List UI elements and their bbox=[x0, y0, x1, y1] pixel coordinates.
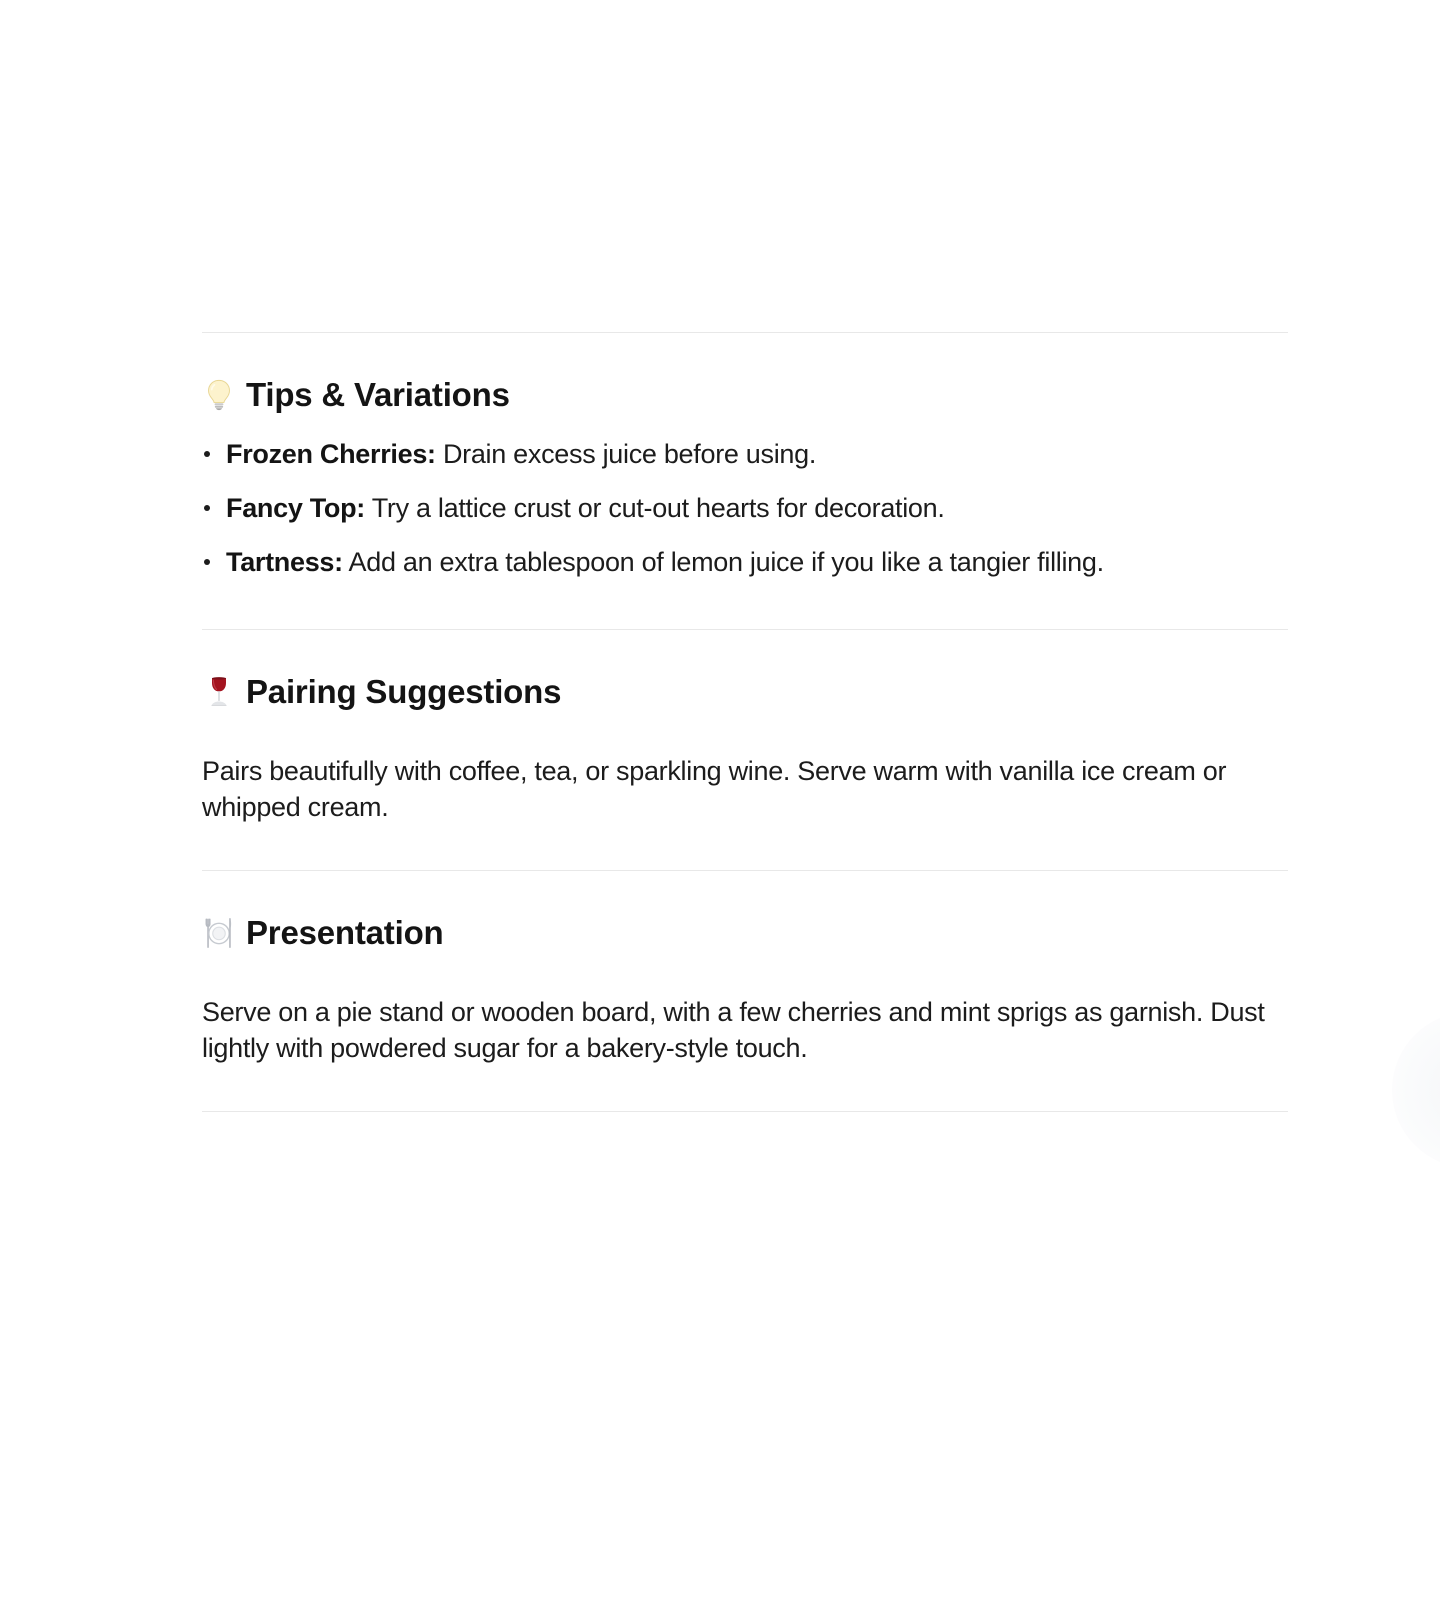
wine-glass-icon bbox=[202, 675, 236, 709]
recipe-notes-content bbox=[202, 0, 1288, 1112]
section-divider bbox=[202, 1111, 1288, 1112]
edge-glow-decoration bbox=[1392, 1012, 1440, 1168]
section-tips-and-variations bbox=[202, 375, 1288, 580]
tip-label: Frozen Cherries: bbox=[226, 439, 436, 469]
tip-description: Add an extra tablespoon of lemon juice if you like a tangier filling. bbox=[342, 547, 1104, 577]
fork-and-knife-with-plate-icon bbox=[202, 916, 236, 950]
tip-item-tartness bbox=[202, 544, 1288, 580]
section-divider bbox=[202, 870, 1288, 871]
tip-item-fancy-top bbox=[202, 490, 1288, 526]
section-divider bbox=[202, 332, 1288, 333]
tip-label: Tartness: bbox=[226, 547, 343, 577]
bullet-marker bbox=[204, 559, 210, 565]
tips-and-variations-heading bbox=[202, 375, 1288, 415]
section-presentation bbox=[202, 913, 1288, 1066]
tip-label: Fancy Top: bbox=[226, 493, 366, 523]
pairing-paragraph: Pairs beautifully with coffee, tea, or sparkling wine. Serve warm with vanilla ice cream or whipped cream. bbox=[202, 756, 1227, 822]
section-divider bbox=[202, 629, 1288, 630]
section-pairing-suggestions bbox=[202, 672, 1288, 825]
section-title: Tips & Variations bbox=[246, 376, 510, 413]
section-title: Presentation bbox=[246, 914, 444, 951]
presentation-heading bbox=[202, 913, 1288, 953]
bullet-marker bbox=[204, 451, 210, 457]
light-bulb-icon bbox=[202, 378, 236, 412]
presentation-paragraph: Serve on a pie stand or wooden board, with a few cherries and mint sprigs as garnish. Dust lightly with powdered sugar for a bakery-style touch. bbox=[202, 997, 1265, 1063]
tip-description: Drain excess juice before using. bbox=[435, 439, 817, 469]
section-title: Pairing Suggestions bbox=[246, 673, 562, 710]
pairing-suggestions-heading bbox=[202, 672, 1288, 712]
bullet-marker bbox=[204, 505, 210, 511]
tip-item-frozen-cherries bbox=[202, 436, 1288, 472]
tip-description: Try a lattice crust or cut-out hearts for decoration. bbox=[365, 493, 945, 523]
tips-list bbox=[202, 436, 1288, 580]
